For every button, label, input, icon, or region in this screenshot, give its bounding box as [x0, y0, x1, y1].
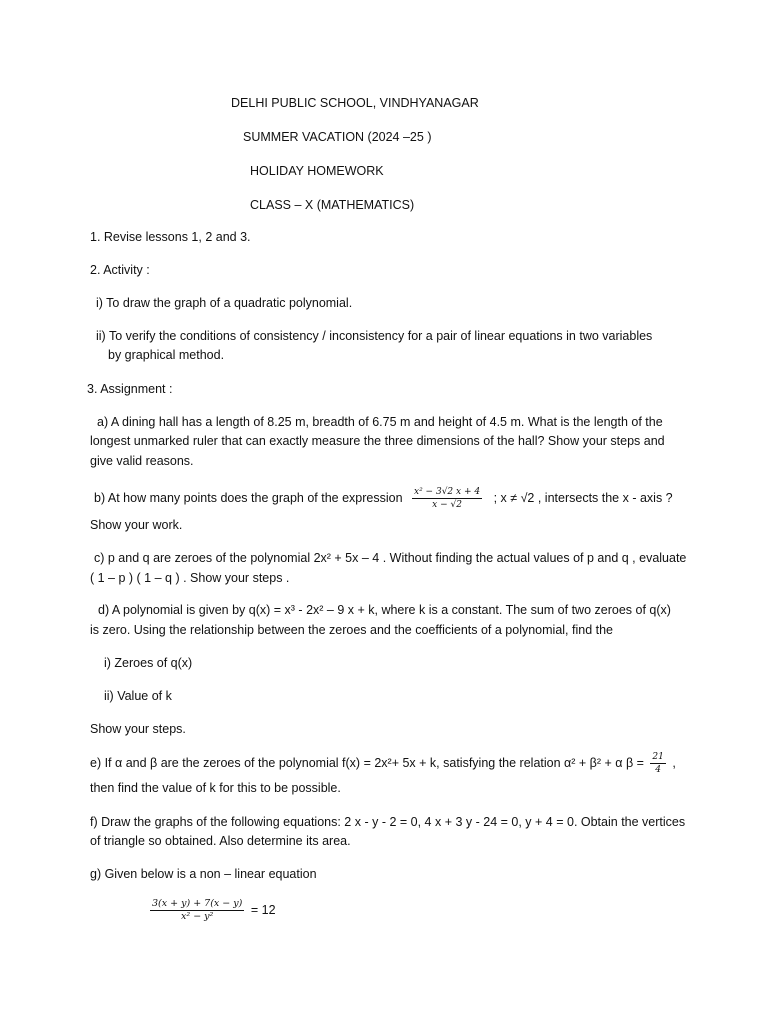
fraction-numerator: 3(x + y) + 7(x − y) — [152, 898, 243, 909]
fraction-numerator: 21 — [652, 752, 664, 762]
class-title: CLASS – X (MATHEMATICS) — [250, 198, 415, 212]
relation-fraction — [650, 751, 665, 776]
nonlinear-equation — [150, 898, 276, 923]
question-e-tail: , — [672, 755, 676, 770]
fraction-denominator: 4 — [655, 765, 661, 775]
question-e-line2: then find the value of k for this to be possible. — [90, 781, 341, 795]
school-name: DELHI PUBLIC SCHOOL, VINDHYANAGAR — [231, 96, 479, 110]
fraction-numerator: x² − 3√2 x + 4 — [414, 487, 481, 497]
activity-ii-line2: by graphical method. — [108, 348, 225, 362]
question-b-text: b) At how many points does the graph of the expression — [94, 490, 403, 505]
question-a-line3: give valid reasons. — [90, 454, 194, 468]
question-f-line1: f) Draw the graphs of the following equations: 2 x - y - 2 = 0, 4 x + 3 y - 24 = 0, y + 4 = 0. Obtain the vertices — [90, 815, 686, 829]
question-d-i: i) Zeroes of q(x) — [104, 656, 193, 670]
question-a-line1: a) A dining hall has a length of 8.25 m, breadth of 6.75 m and height of 4.5 m. What is the length of the — [97, 415, 663, 429]
question-e-line1 — [90, 751, 676, 776]
activity-i: i) To draw the graph of a quadratic polynomial. — [96, 296, 353, 310]
item-3: 3. Assignment : — [87, 382, 173, 396]
session-title: SUMMER VACATION (2024 –25 ) — [243, 130, 432, 144]
question-d-ii: ii) Value of k — [104, 689, 172, 703]
question-b-tail: ; x ≠ √2 , intersects the x - axis ? — [493, 490, 673, 505]
expression-fraction — [412, 486, 482, 511]
activity-ii-line1: ii) To verify the conditions of consistency / inconsistency for a pair of linear equations in two variables — [96, 329, 653, 343]
question-c-line2: ( 1 – p ) ( 1 – q ) . Show your steps . — [90, 571, 290, 585]
fraction-denominator: x² − y² — [181, 911, 214, 922]
question-g-line1: g) Given below is a non – linear equation — [90, 867, 317, 881]
question-d-line1: d) A polynomial is given by q(x) = x³ - 2x² – 9 x + k, where k is a constant. The sum of two zeroes of q(x) — [98, 603, 671, 617]
equation-fraction — [150, 898, 244, 923]
equation-rhs: = 12 — [250, 902, 276, 917]
question-f-line2: of triangle so obtained. Also determine its area. — [90, 834, 351, 848]
question-e-text: e) If α and β are the zeroes of the polynomial f(x) = 2x²+ 5x + k, satisfying the relation α² + β² + α β = — [90, 755, 644, 770]
item-1: 1. Revise lessons 1, 2 and 3. — [90, 230, 251, 244]
question-d-line3: Show your steps. — [90, 722, 186, 736]
question-b-line1 — [94, 486, 673, 511]
item-2: 2. Activity : — [90, 263, 150, 277]
question-a-line2: longest unmarked ruler that can exactly measure the three dimensions of the hall? Show your steps and — [90, 434, 665, 448]
question-d-line2: is zero. Using the relationship between the zeroes and the coefficients of a polynomial, find the — [90, 623, 613, 637]
fraction-denominator: x − √2 — [432, 500, 462, 510]
question-c-line1: c) p and q are zeroes of the polynomial 2x² + 5x – 4 . Without finding the actual values of p and q , evaluate — [94, 551, 687, 565]
question-b-line2: Show your work. — [90, 518, 183, 532]
homework-title: HOLIDAY HOMEWORK — [250, 164, 384, 178]
